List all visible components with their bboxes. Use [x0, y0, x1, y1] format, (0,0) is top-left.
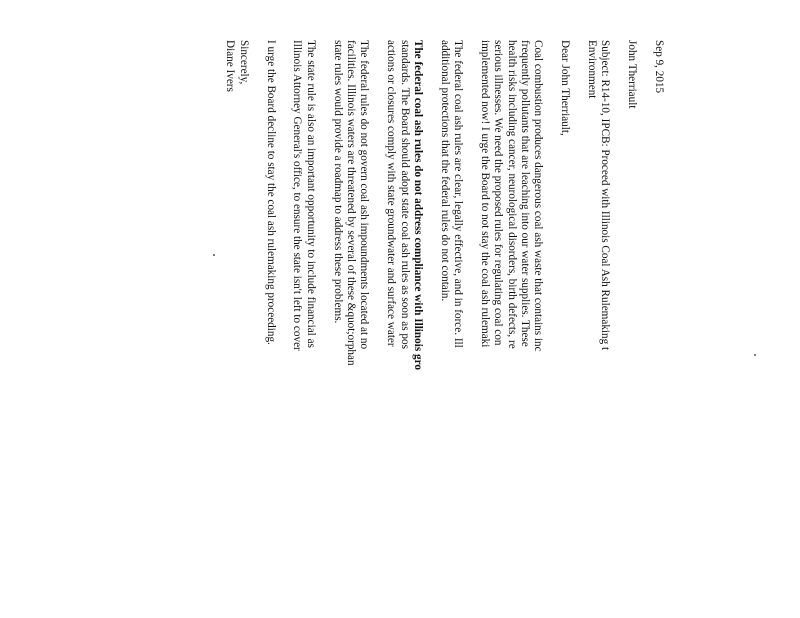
paragraph-1-line: Coal combustion produces dangerous coal ash waste that contains inc	[532, 40, 545, 352]
paragraph-1-line: frequently pollutants that are leaching into our water supplies. These	[519, 40, 532, 347]
paragraph-3-line: standards. The Board should adopt state coal ash rules as soon as pos	[398, 40, 411, 349]
paragraph-5-line: The state rule is also an important opportunity to include financial as	[304, 40, 317, 348]
letter-date: Sep 9, 2015	[653, 40, 665, 94]
paragraph-4-line: facilities. Illinois waters are threatened by several of these &quot;orphan	[345, 40, 358, 366]
paragraph-3-line: actions or closures comply with state groundwater and surface water	[385, 40, 398, 347]
paragraph-1-line: serious illnesses. We need the proposed rules for regulating coal con	[492, 40, 505, 346]
letter-recipient: John Therriault	[626, 40, 639, 109]
paragraph-6-line: I urge the Board decline to stay the coal ash rulemaking proceeding.	[264, 40, 277, 345]
scan-speck	[754, 354, 756, 356]
paragraph-5-line: Illinois Attorney General's office, to ensure the state isn't left to cover	[291, 40, 304, 351]
rotated-letter-body	[224, 40, 665, 600]
letter-subject-line-1: Subject: R14-10, IPCB: Proceed with Illinois Coal Ash Rulemaking t	[599, 40, 612, 351]
paragraph-1-line: implemented now! I urge the Board to not stay the coal ash rulemaki	[478, 40, 491, 348]
paragraph-1-line: health risks including cancer, neurological disorders, birth defects, re	[505, 40, 518, 349]
letter-closing: Sincerely,	[237, 40, 250, 85]
letter-subject-line-2: Environment	[586, 40, 599, 99]
paragraph-3-line: The federal coal ash rules do not address compliance with Illinois gro	[411, 40, 424, 370]
letter-signature: Diane Ivers	[224, 40, 237, 92]
scan-speck	[213, 254, 215, 256]
paragraph-2-line: The federal coal ash rules are clear, legally effective, and in force. Ill	[452, 40, 465, 348]
paragraph-2-line: additional protections that the federal rules do not contain.	[438, 40, 451, 302]
letter-salutation: Dear John Therriault,	[559, 40, 572, 136]
paragraph-4-line: state rules would provide a roadmap to address these problems.	[331, 40, 344, 324]
paragraph-4-line: The federal rules do not govern coal ash impoundments located at no	[358, 40, 371, 350]
